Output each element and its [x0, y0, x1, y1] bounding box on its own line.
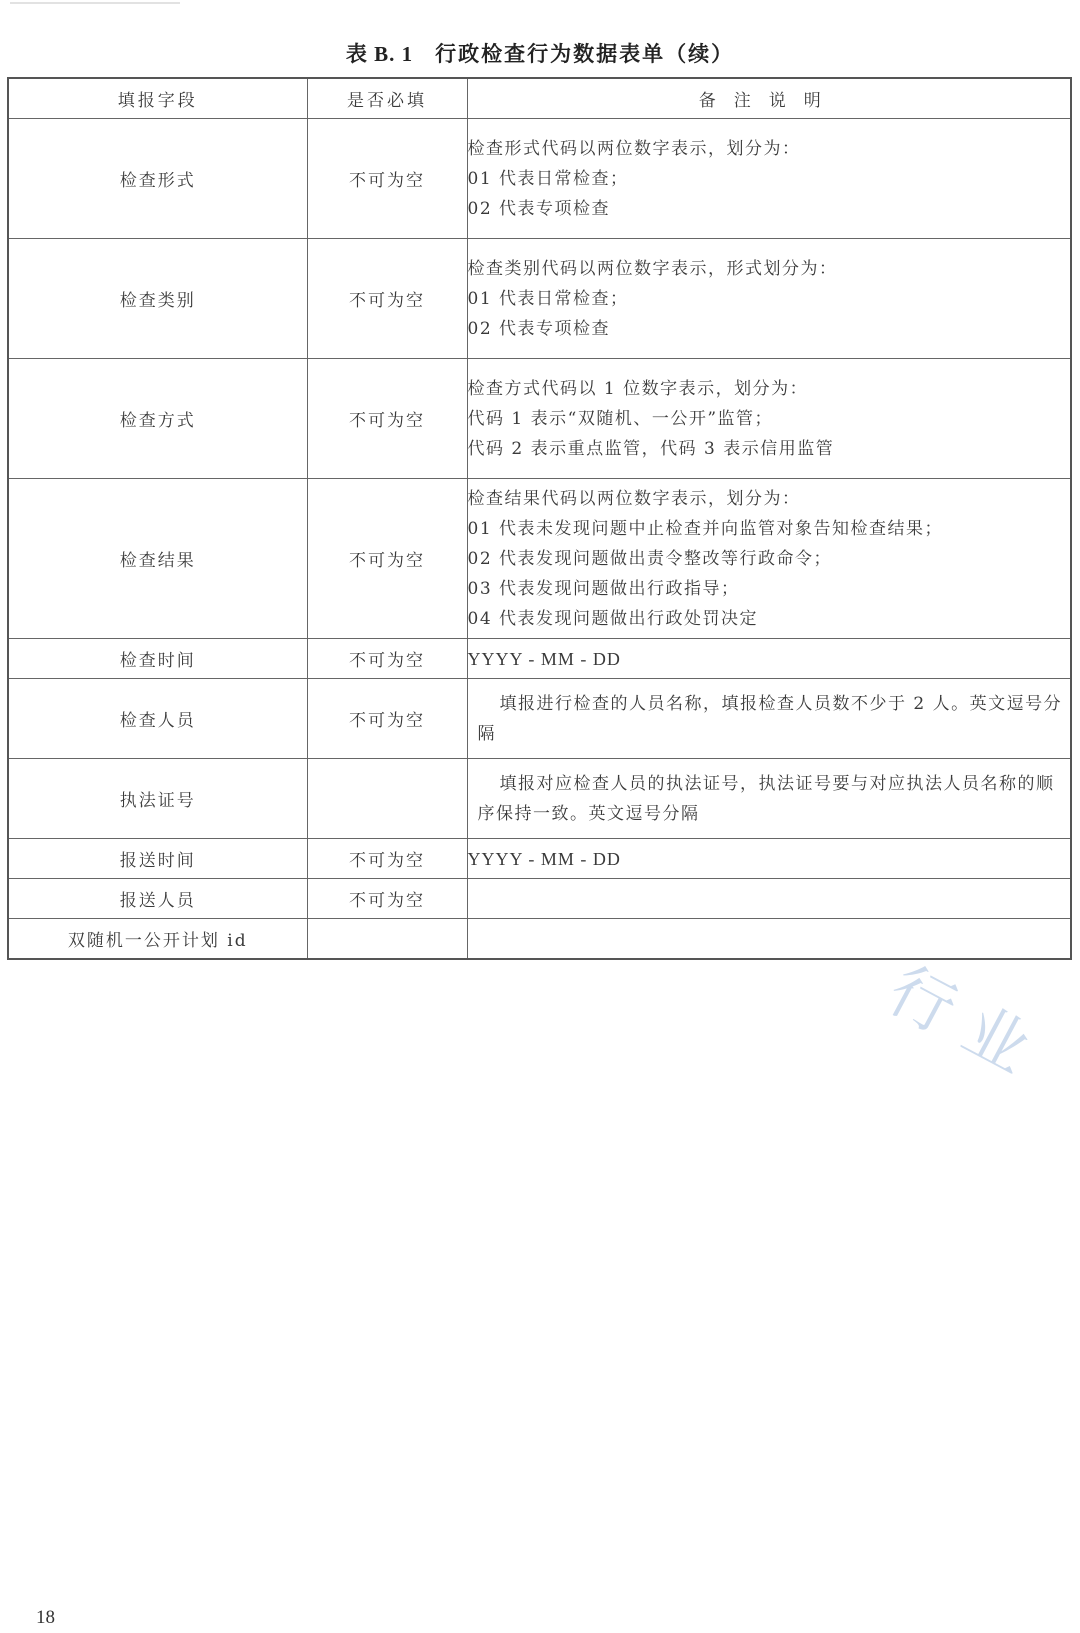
- note-line: 01 代表日常检查；: [467, 288, 629, 309]
- note-line: 检查方式代码以 1 位数字表示，划分为：: [467, 378, 809, 399]
- field-cell: 执法证号: [8, 759, 307, 839]
- table-row: [8, 879, 1071, 919]
- required-cell: 不可为空: [307, 479, 467, 639]
- table-row: [8, 479, 1071, 639]
- header-required: 是否必填: [307, 78, 467, 119]
- page-number: 18: [36, 1607, 55, 1628]
- required-cell: 不可为空: [307, 639, 467, 679]
- field-cell: 检查结果: [8, 479, 307, 639]
- notes-cell: [467, 119, 1071, 239]
- field-cell: 检查时间: [8, 639, 307, 679]
- note-line: 02 代表专项检查: [467, 318, 611, 339]
- watermark: 行业: [876, 953, 1060, 1098]
- notes-cell: [467, 879, 1071, 919]
- note-line: 03 代表发现问题做出行政指导；: [467, 578, 740, 599]
- note-line: 检查类别代码以两位数字表示，形式划分为：: [467, 258, 838, 279]
- table-row: [8, 759, 1071, 839]
- required-cell: 不可为空: [307, 839, 467, 879]
- field-cell: 双随机一公开计划 id: [8, 919, 307, 960]
- note-line: 02 代表发现问题做出责令整改等行政命令；: [467, 548, 833, 569]
- note-line: 代码 1 表示“双随机、一公开”监管；: [467, 408, 774, 429]
- note-line: 检查形式代码以两位数字表示，划分为：: [467, 138, 801, 159]
- header-notes: 备注说明: [467, 78, 1071, 119]
- notes-cell: [467, 639, 1071, 679]
- required-cell: 不可为空: [307, 679, 467, 759]
- notes-cell: [467, 839, 1071, 879]
- table-row: [8, 839, 1071, 879]
- note-line: 01 代表日常检查；: [467, 168, 629, 189]
- data-form-table: [7, 77, 1072, 960]
- note-line: 02 代表专项检查: [467, 198, 611, 219]
- notes-cell: 填报进行检查的人员名称，填报检查人员数不少于 2 人。英文逗号分隔: [467, 679, 1071, 759]
- table-row: [8, 119, 1071, 239]
- date-format: YYYY - MM - DD: [467, 648, 621, 669]
- table-row: [8, 639, 1071, 679]
- field-cell: 检查人员: [8, 679, 307, 759]
- note-line: 检查结果代码以两位数字表示，划分为：: [467, 488, 801, 509]
- header-field: 填报字段: [8, 78, 307, 119]
- table-row: [8, 679, 1071, 759]
- field-cell: 检查形式: [8, 119, 307, 239]
- required-cell: [307, 759, 467, 839]
- required-cell: 不可为空: [307, 879, 467, 919]
- note-line: 04 代表发现问题做出行政处罚决定: [467, 608, 759, 629]
- note-line: 01 代表未发现问题中止检查并向监管对象告知检查结果；: [467, 518, 944, 539]
- note-line: 代码 2 表示重点监管，代码 3 表示信用监管: [467, 438, 835, 459]
- notes-cell: 填报对应检查人员的执法证号，执法证号要与对应执法人员名称的顺序保持一致。英文逗号分隔: [467, 759, 1071, 839]
- table-row: [8, 239, 1071, 359]
- notes-cell: [467, 359, 1071, 479]
- notes-cell: [467, 479, 1071, 639]
- field-cell: 报送时间: [8, 839, 307, 879]
- table-row: [8, 359, 1071, 479]
- required-cell: 不可为空: [307, 359, 467, 479]
- field-cell: 报送人员: [8, 879, 307, 919]
- table-number: 表 B. 1: [345, 42, 414, 66]
- required-cell: 不可为空: [307, 239, 467, 359]
- table-caption: [0, 38, 1080, 68]
- required-cell: 不可为空: [307, 119, 467, 239]
- notes-cell: [467, 239, 1071, 359]
- field-cell: 检查方式: [8, 359, 307, 479]
- page-header-fragment: [10, 0, 180, 4]
- table-title: 行政检查行为数据表单（续）: [435, 42, 735, 66]
- notes-cell: [467, 919, 1071, 960]
- table-header-row: [8, 78, 1071, 119]
- field-cell: 检查类别: [8, 239, 307, 359]
- date-format: YYYY - MM - DD: [467, 848, 621, 869]
- required-cell: [307, 919, 467, 960]
